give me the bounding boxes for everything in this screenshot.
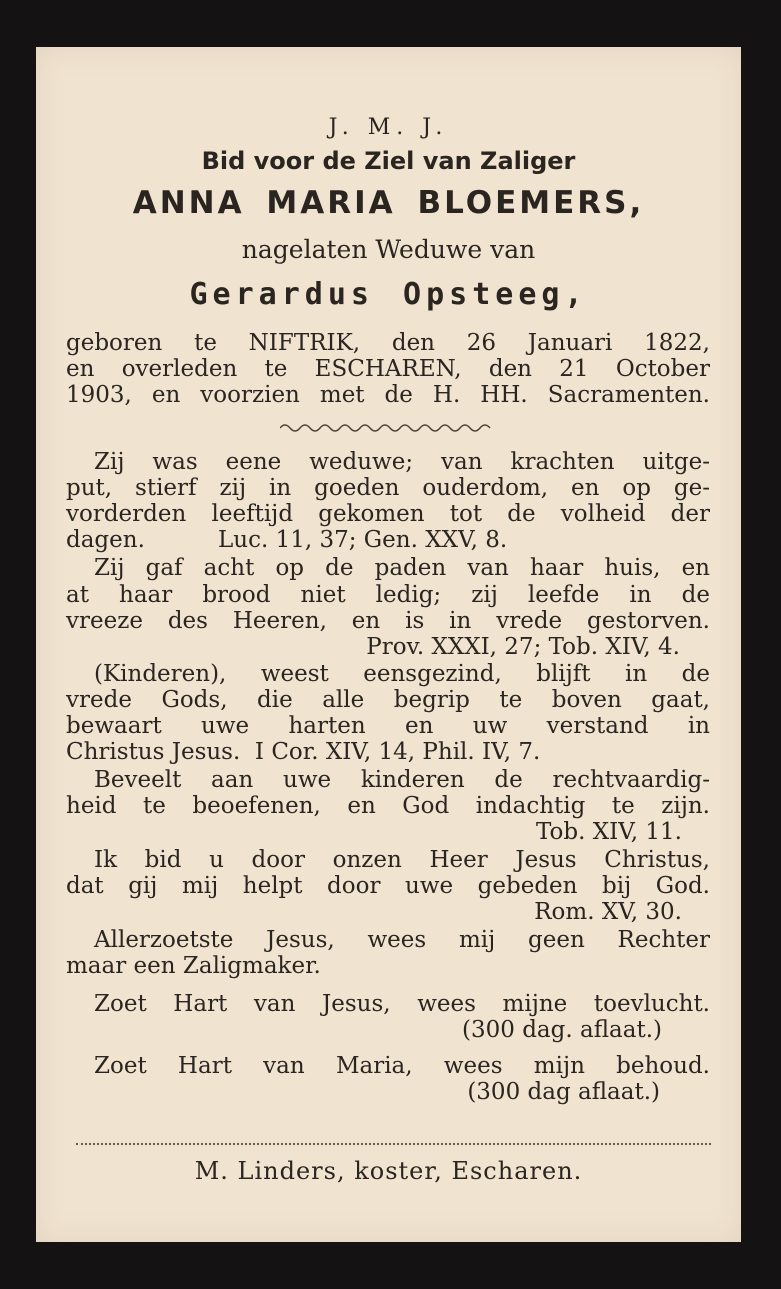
verse-line: at haar brood niet ledig; zij leefde in de: [66, 582, 710, 608]
wave-ornament: [280, 422, 495, 434]
jmj-heading: J. M. J.: [328, 115, 449, 140]
verse-line: Zoet Hart van Jesus, wees mijne toevlucht.: [94, 991, 710, 1017]
verse-line: vorderden leeftijd gekomen tot de volheid der: [66, 501, 710, 527]
verse-line: vreeze des Heeren, en is in vrede gestorven.: [66, 608, 710, 634]
verse-line: Zoet Hart van Maria, wees mijn behoud.: [94, 1053, 710, 1079]
verse-line: Allerzoetste Jesus, wees mij geen Rechter: [94, 927, 710, 953]
verse-line: Beveelt aan uwe kinderen de rechtvaardig-: [94, 767, 710, 793]
verse-line: Zij was eene weduwe; van krachten uitge-: [94, 449, 710, 475]
widow-of-label: nagelaten Weduwe van: [241, 235, 536, 264]
verse-line: vrede Gods, die alle begrip te boven gaat,: [66, 687, 710, 713]
verse-line: dat gij mij helpt door uwe gebeden bij God.: [66, 873, 710, 899]
deceased-name: ANNA MARIA BLOEMERS,: [132, 185, 645, 221]
printer-credit: M. Linders, koster, Escharen.: [194, 1157, 583, 1185]
indulgence-note: (300 dag. aflaat.): [462, 1017, 662, 1043]
verse-line: Ik bid u door onzen Heer Jesus Christus,: [94, 847, 710, 873]
indulgence-note: (300 dag aflaat.): [467, 1079, 660, 1105]
verse-line: Zij gaf acht op de paden van haar huis, en: [94, 555, 710, 581]
verse-line: bewaart uwe harten en uw verstand in: [66, 713, 710, 739]
scripture-reference: Rom. XV, 30.: [534, 899, 682, 925]
scripture-reference: Prov. XXXI, 27; Tob. XIV, 4.: [366, 634, 680, 660]
verse-line: heid te beoefenen, en God indachtig te zijn.: [66, 793, 710, 819]
dotted-divider: [76, 1143, 711, 1145]
verse-line: maar een Zaligmaker.: [66, 953, 321, 979]
verse-line: Christus Jesus. I Cor. XIV, 14, Phil. IV, 7.: [66, 739, 541, 765]
sacraments-line: 1903, en voorzien met de H. HH. Sacramenten.: [66, 382, 710, 408]
birth-line: geboren te NIFTRIK, den 26 Januari 1822,: [66, 330, 710, 356]
prayer-request-heading: Bid voor de Ziel van Zaliger: [201, 147, 576, 175]
scripture-reference: Tob. XIV, 11.: [536, 819, 682, 845]
husband-name: Gerardus Opsteeg,: [189, 277, 588, 312]
verse-line: (Kinderen), weest eensgezind, blijft in de: [94, 661, 710, 687]
verse-line: put, stierf zij in goeden ouderdom, en op ge-: [66, 475, 710, 501]
verse-line: dagen. Luc. 11, 37; Gen. XXV, 8.: [66, 527, 508, 553]
death-line: en overleden te ESCHAREN, den 21 October: [66, 356, 710, 382]
card-paper: [36, 47, 741, 1242]
